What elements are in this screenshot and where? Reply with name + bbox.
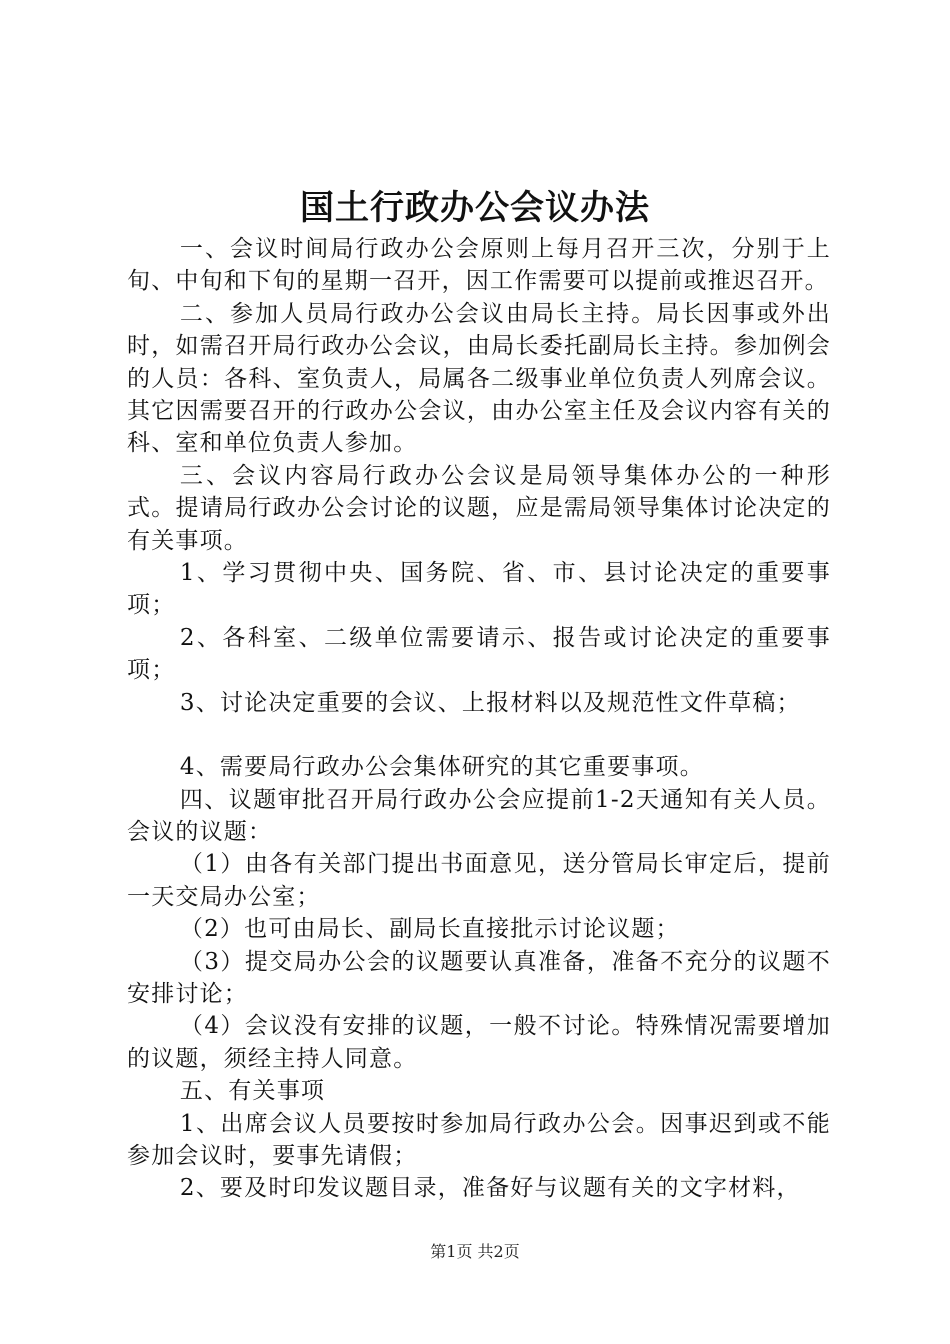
paragraph-participants: 二、参加人员局行政办公会议由局长主持。局长因事或外出时，如需召开局行政办公会议，由局长委托副局长主持。参加例会的人员：各科、室负责人，局属各二级事业单位负责人列席会议。其它因需要召开的行政办公会议，由办公室主任及会议内容有关的科、室和单位负责人参加。	[127, 300, 831, 457]
list-item-matter-2: 2、要及时印发议题目录，准备好与议题有关的文字材料，	[179, 1175, 801, 1202]
page-number: 第1页 共2页	[430, 1242, 520, 1261]
list-item-matter-1: 1、出席会议人员要按时参加局行政办公会。因事迟到或不能参加会议时，要事先请假；	[127, 1110, 831, 1169]
list-item-topic-2: （2）也可由局长、副局长直接批示讨论议题；	[179, 916, 680, 943]
list-item-content-1: 1、学习贯彻中央、国务院、省、市、县讨论决定的重要事项；	[127, 560, 831, 619]
list-item-content-4: 4、需要局行政办公会集体研究的其它重要事项。	[179, 754, 704, 781]
document-title: 国土行政办公会议办法	[300, 188, 650, 228]
list-item-content-2: 2、各科室、二级单位需要请示、报告或讨论决定的重要事项；	[127, 624, 831, 684]
document-body	[127, 233, 831, 1205]
paragraph-topic-approval: 四、议题审批召开局行政办公会应提前1-2天通知有关人员。会议的议题：	[127, 786, 831, 845]
paragraph-meeting-time: 一、会议时间局行政办公会原则上每月召开三次，分别于上旬、中旬和下旬的星期一召开，因工作需要可以提前或推迟召开。	[127, 236, 831, 295]
blank-line	[127, 719, 831, 751]
paragraph-meeting-content: 三、会议内容局行政办公会议是局领导集体办公的一种形式。提请局行政办公会讨论的议题，应是需局领导集体讨论决定的有关事项。	[127, 462, 831, 554]
list-item-topic-3: （3）提交局办公会的议题要认真准备，准备不充分的议题不安排讨论；	[127, 948, 831, 1007]
paragraph-related-matters: 五、有关事项	[179, 1078, 326, 1105]
list-item-content-3: 3、讨论决定重要的会议、上报材料以及规范性文件草稿；	[179, 689, 801, 716]
list-item-topic-4: （4）会议没有安排的议题，一般不讨论。特殊情况需要增加的议题，须经主持人同意。	[127, 1013, 831, 1072]
list-item-topic-1: （1）由各有关部门提出书面意见，送分管局长审定后，提前一天交局办公室；	[127, 851, 831, 910]
